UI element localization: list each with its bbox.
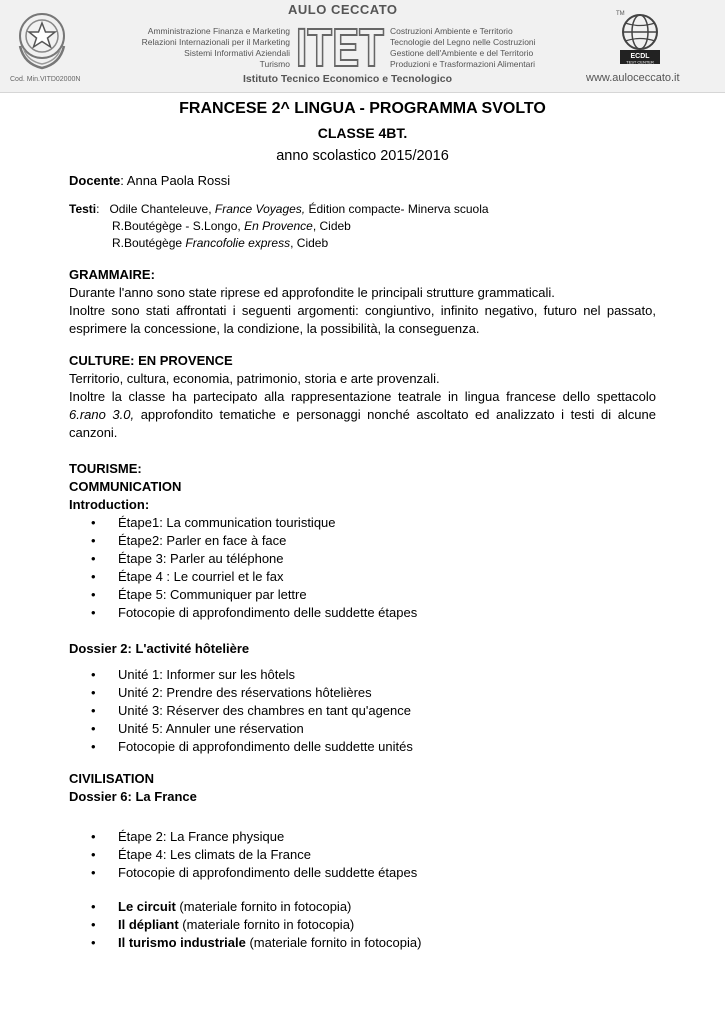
list-item: • Fotocopie di approfondimento delle suddette étapes [69, 604, 656, 622]
class-label: CLASSE 4BT. [317, 125, 408, 141]
item-title: Il dépliant [118, 917, 179, 932]
textbook-title: France Voyages, [214, 202, 306, 216]
list-item: • Étape 4 : Le courriel et le fax [69, 568, 656, 586]
textbook-author: R.Boutégège [112, 236, 186, 250]
document-body [69, 96, 656, 952]
ecdl-globe-icon [614, 8, 666, 66]
item-note: (materiale fornito in fotocopia) [245, 935, 422, 950]
bullet-list [69, 666, 656, 756]
textbook-row: Testi: Odile Chanteleuve, France Voyages, Édition compacte- Minerva scuola [69, 202, 489, 216]
section-heading: CIVILISATION [69, 771, 154, 786]
website-link[interactable]: www.auloceccato.it [586, 72, 680, 84]
list-item: • Unité 3: Réserver des chambres en tant qu'agence [69, 702, 656, 720]
list-item [69, 916, 656, 934]
course-line: Amministrazione Finanza e Marketing [147, 26, 290, 36]
item-title: Le circuit [118, 899, 176, 914]
item-title: Il turismo industriale [118, 935, 246, 950]
list-item: • Fotocopie di approfondimento delle suddette étapes [69, 864, 656, 882]
section-grammaire [69, 266, 656, 338]
course-line: Sistemi Informativi Aziendali [184, 48, 290, 58]
textbook-title: En Provence [244, 219, 313, 233]
list-item: • Étape 4: Les climats de la France [69, 846, 656, 864]
itet-logo [294, 18, 386, 78]
section-dossier-2 [69, 640, 656, 756]
textbooks-label: Testi [69, 202, 97, 216]
section-heading: GRAMMAIRE: [69, 267, 155, 282]
section-civilisation [69, 770, 656, 952]
item-note: (materiale fornito in fotocopia) [178, 917, 355, 932]
item-note: (materiale fornito in fotocopia) [175, 899, 352, 914]
textbook-author: Odile Chanteleuve, [109, 202, 215, 216]
list-item: • Unité 1: Informer sur les hôtels [69, 666, 656, 684]
section-subheading: Introduction: [69, 497, 150, 512]
section-heading: Dossier 2: L'activité hôtelière [69, 641, 250, 656]
paragraph-text: Inoltre la classe ha partecipato alla rappresentazione teatrale in lingua francese dello spettacolo [69, 389, 656, 404]
section-culture [69, 352, 656, 442]
course-line: Turismo [259, 59, 290, 69]
textbook-row [69, 235, 656, 252]
course-line: Tecnologie del Legno nelle Costruzioni [390, 37, 536, 47]
list-item: • Étape 5: Communiquer par lettre [69, 586, 656, 604]
section-heading: TOURISME: [69, 461, 142, 476]
itet-logo-text: ITET [296, 18, 385, 78]
list-item: • Unité 5: Annuler une réservation [69, 720, 656, 738]
list-item: • Fotocopie di approfondimento delle suddette unités [69, 738, 656, 756]
textbook-row [69, 218, 656, 235]
list-item [69, 898, 656, 916]
section-subheading: Dossier 6: La France [69, 789, 197, 804]
bullet-list [69, 514, 656, 622]
textbook-author: R.Boutégège - S.Longo, [112, 219, 245, 233]
course-line: Costruzioni Ambiente e Territorio [390, 26, 513, 36]
letterhead [0, 0, 725, 93]
textbook-publisher: , Cideb [290, 236, 329, 250]
textbook-publisher: , Cideb [312, 219, 351, 233]
list-item: • Unité 2: Prendre des réservations hôtelières [69, 684, 656, 702]
ecdl-label: ECDL [630, 53, 650, 60]
ecdl-sub: TEST CENTER [626, 59, 654, 65]
school-year: anno scolastico 2015/2016 [276, 148, 449, 164]
courses-right [390, 26, 536, 70]
paragraph-text: approfondito tematiche e personaggi nonché ascoltato ed analizzato i testi di alcune canzoni. [69, 407, 656, 440]
page-title: FRANCESE 2^ LINGUA - PROGRAMMA SVOLTO [179, 100, 546, 117]
course-line: Gestione dell'Ambiente e del Territorio [390, 48, 534, 58]
section-subheading: COMMUNICATION [69, 479, 182, 494]
paragraph [69, 388, 656, 442]
list-item: • Étape 2: La France physique [69, 828, 656, 846]
school-name: AULO CECCATO [288, 2, 398, 17]
textbook-title: Francofolie express [185, 236, 291, 250]
italian-republic-emblem-icon [12, 6, 72, 72]
textbooks [69, 201, 656, 252]
list-item [69, 934, 656, 952]
course-line: Relazioni Internazionali per il Marketing [141, 37, 290, 47]
courses-left [142, 26, 290, 70]
paragraph: Durante l'anno sono state riprese ed approfondite le principali strutture grammaticali. [69, 285, 555, 300]
show-title: 6.rano 3.0, [69, 407, 135, 422]
bullet-list [69, 828, 656, 882]
teacher-label: Docente [69, 173, 121, 188]
list-item: • Étape 3: Parler au téléphone [69, 550, 656, 568]
teacher-name: : Anna Paola Rossi [120, 173, 231, 188]
bullet-list-extras [69, 898, 656, 952]
section-tourisme [69, 460, 656, 622]
institute-subtitle: Istituto Tecnico Economico e Tecnologico [243, 73, 453, 85]
list-item: • Étape2: Parler en face à face [69, 532, 656, 550]
list-item: • Étape1: La communication touristique [69, 514, 656, 532]
paragraph: Inoltre sono stati affrontati i seguenti argomenti: congiuntivo, infinito negativo, futuro nel passato, esprimere la concessione, la condizione, la possibilità, la conseguenza. [69, 303, 656, 336]
textbook-publisher: Édition compacte- Minerva scuola [305, 202, 489, 216]
course-line: Produzioni e Trasformazioni Alimentari [390, 59, 536, 69]
section-heading: CULTURE: EN PROVENCE [69, 353, 233, 368]
teacher-line [69, 172, 656, 190]
ecdl-tm: TM [616, 11, 625, 17]
ministry-code: Cod. Min.VITD02000N [10, 76, 81, 83]
paragraph: Territorio, cultura, economia, patrimonio, storia e arte provenzali. [69, 371, 440, 386]
